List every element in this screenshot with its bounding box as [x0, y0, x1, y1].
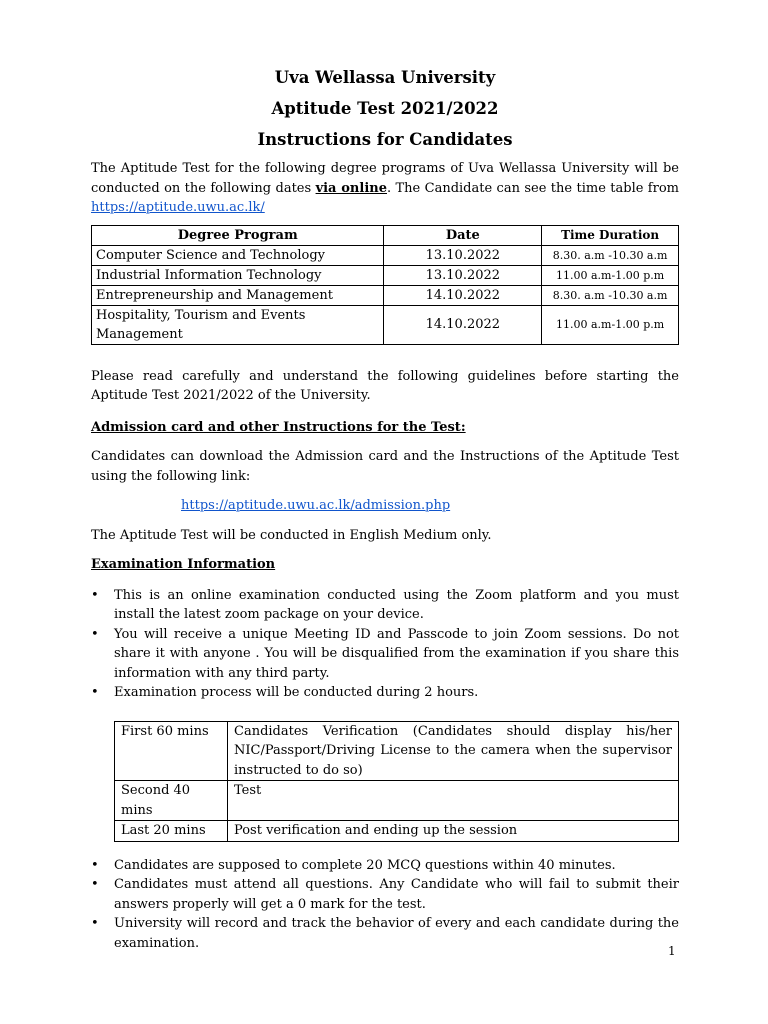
list-item: • You will receive a unique Meeting ID and Passcode to join Zoom sessions. Do not share it with anyone . You will be disqualified from the examination if you share this information with any third party.	[91, 625, 679, 684]
time-cell: 8.30. a.m -10.30 a.m	[542, 285, 679, 305]
admission-link-line	[91, 496, 679, 516]
exam-info-heading: Examination Information	[91, 557, 276, 572]
table-row	[92, 285, 679, 305]
exam-info-bullets	[91, 586, 679, 703]
list-item: • Candidates are supposed to complete 20 MCQ questions within 40 minutes.	[91, 856, 679, 876]
table-row	[92, 245, 679, 265]
university-title: Uva Wellassa University	[274, 68, 496, 87]
document-page	[91, 62, 679, 953]
list-item: • Candidates must attend all questions. Any Candidate who will fail to submit their answers properly will get a 0 mark for the test.	[91, 875, 679, 914]
header-date: Date	[384, 225, 542, 245]
period-cell: Second 40 mins	[115, 781, 228, 821]
intro-text-1: The Aptitude Test for the following degree programs of Uva Wellassa University will be conducted on the following dates	[91, 161, 679, 196]
date-cell: 14.10.2022	[384, 285, 542, 305]
program-cell: Computer Science and Technology	[92, 245, 384, 265]
list-item: • Examination process will be conducted during 2 hours.	[91, 683, 679, 703]
intro-paragraph	[91, 159, 679, 218]
table-row	[115, 721, 679, 781]
admission-link[interactable]: https://aptitude.uwu.ac.lk/admission.php	[181, 498, 451, 513]
table-row	[92, 265, 679, 285]
date-cell: 13.10.2022	[384, 265, 542, 285]
list-item: • University will record and track the behavior of every and each candidate during the examination.	[91, 914, 679, 953]
table-row	[92, 305, 679, 344]
timetable-link[interactable]: https://aptitude.uwu.ac.lk/	[91, 200, 265, 215]
period-cell: Last 20 mins	[115, 821, 228, 842]
list-item: • This is an online examination conducted using the Zoom platform and you must install the latest zoom package on your device.	[91, 586, 679, 625]
program-cell: Industrial Information Technology	[92, 265, 384, 285]
page-number: 1	[668, 944, 676, 958]
time-cell: 8.30. a.m -10.30 a.m	[542, 245, 679, 265]
exam-timeline-table	[114, 721, 679, 842]
table-row	[115, 781, 679, 821]
admission-heading: Admission card and other Instructions for the Test:	[91, 419, 466, 435]
header-degree-program: Degree Program	[92, 225, 384, 245]
medium-paragraph: The Aptitude Test will be conducted in English Medium only.	[91, 527, 492, 543]
exam-rules-bullets	[91, 856, 679, 954]
activity-cell: Candidates Verification (Candidates should display his/her NIC/Passport/Driving License to the camera when the supervisor instructed to do so)	[228, 721, 679, 781]
activity-cell: Post verification and ending up the session	[228, 821, 679, 842]
time-cell: 11.00 a.m-1.00 p.m	[542, 305, 679, 344]
admission-text: Candidates can download the Admission card and the Instructions of the Aptitude Test using the following link:	[91, 449, 679, 484]
period-cell: First 60 mins	[115, 721, 228, 781]
program-cell: Hospitality, Tourism and Events Management	[92, 305, 384, 344]
schedule-table	[91, 225, 679, 345]
activity-cell: Test	[228, 781, 679, 821]
guidelines-paragraph: Please read carefully and understand the following guidelines before starting the Aptitude Test 2021/2022 of the University.	[91, 368, 679, 403]
time-cell: 11.00 a.m-1.00 p.m	[542, 265, 679, 285]
intro-text-2: . The Candidate can see the time table from	[386, 180, 679, 196]
via-online-emphasis: via online	[315, 180, 387, 196]
test-title: Aptitude Test 2021/2022	[271, 99, 499, 118]
header-time-duration: Time Duration	[542, 225, 679, 245]
program-cell: Entrepreneurship and Management	[92, 285, 384, 305]
table-row	[115, 821, 679, 842]
instructions-title: Instructions for Candidates	[257, 130, 513, 149]
date-cell: 14.10.2022	[384, 305, 542, 344]
schedule-header-row	[92, 225, 679, 245]
date-cell: 13.10.2022	[384, 245, 542, 265]
